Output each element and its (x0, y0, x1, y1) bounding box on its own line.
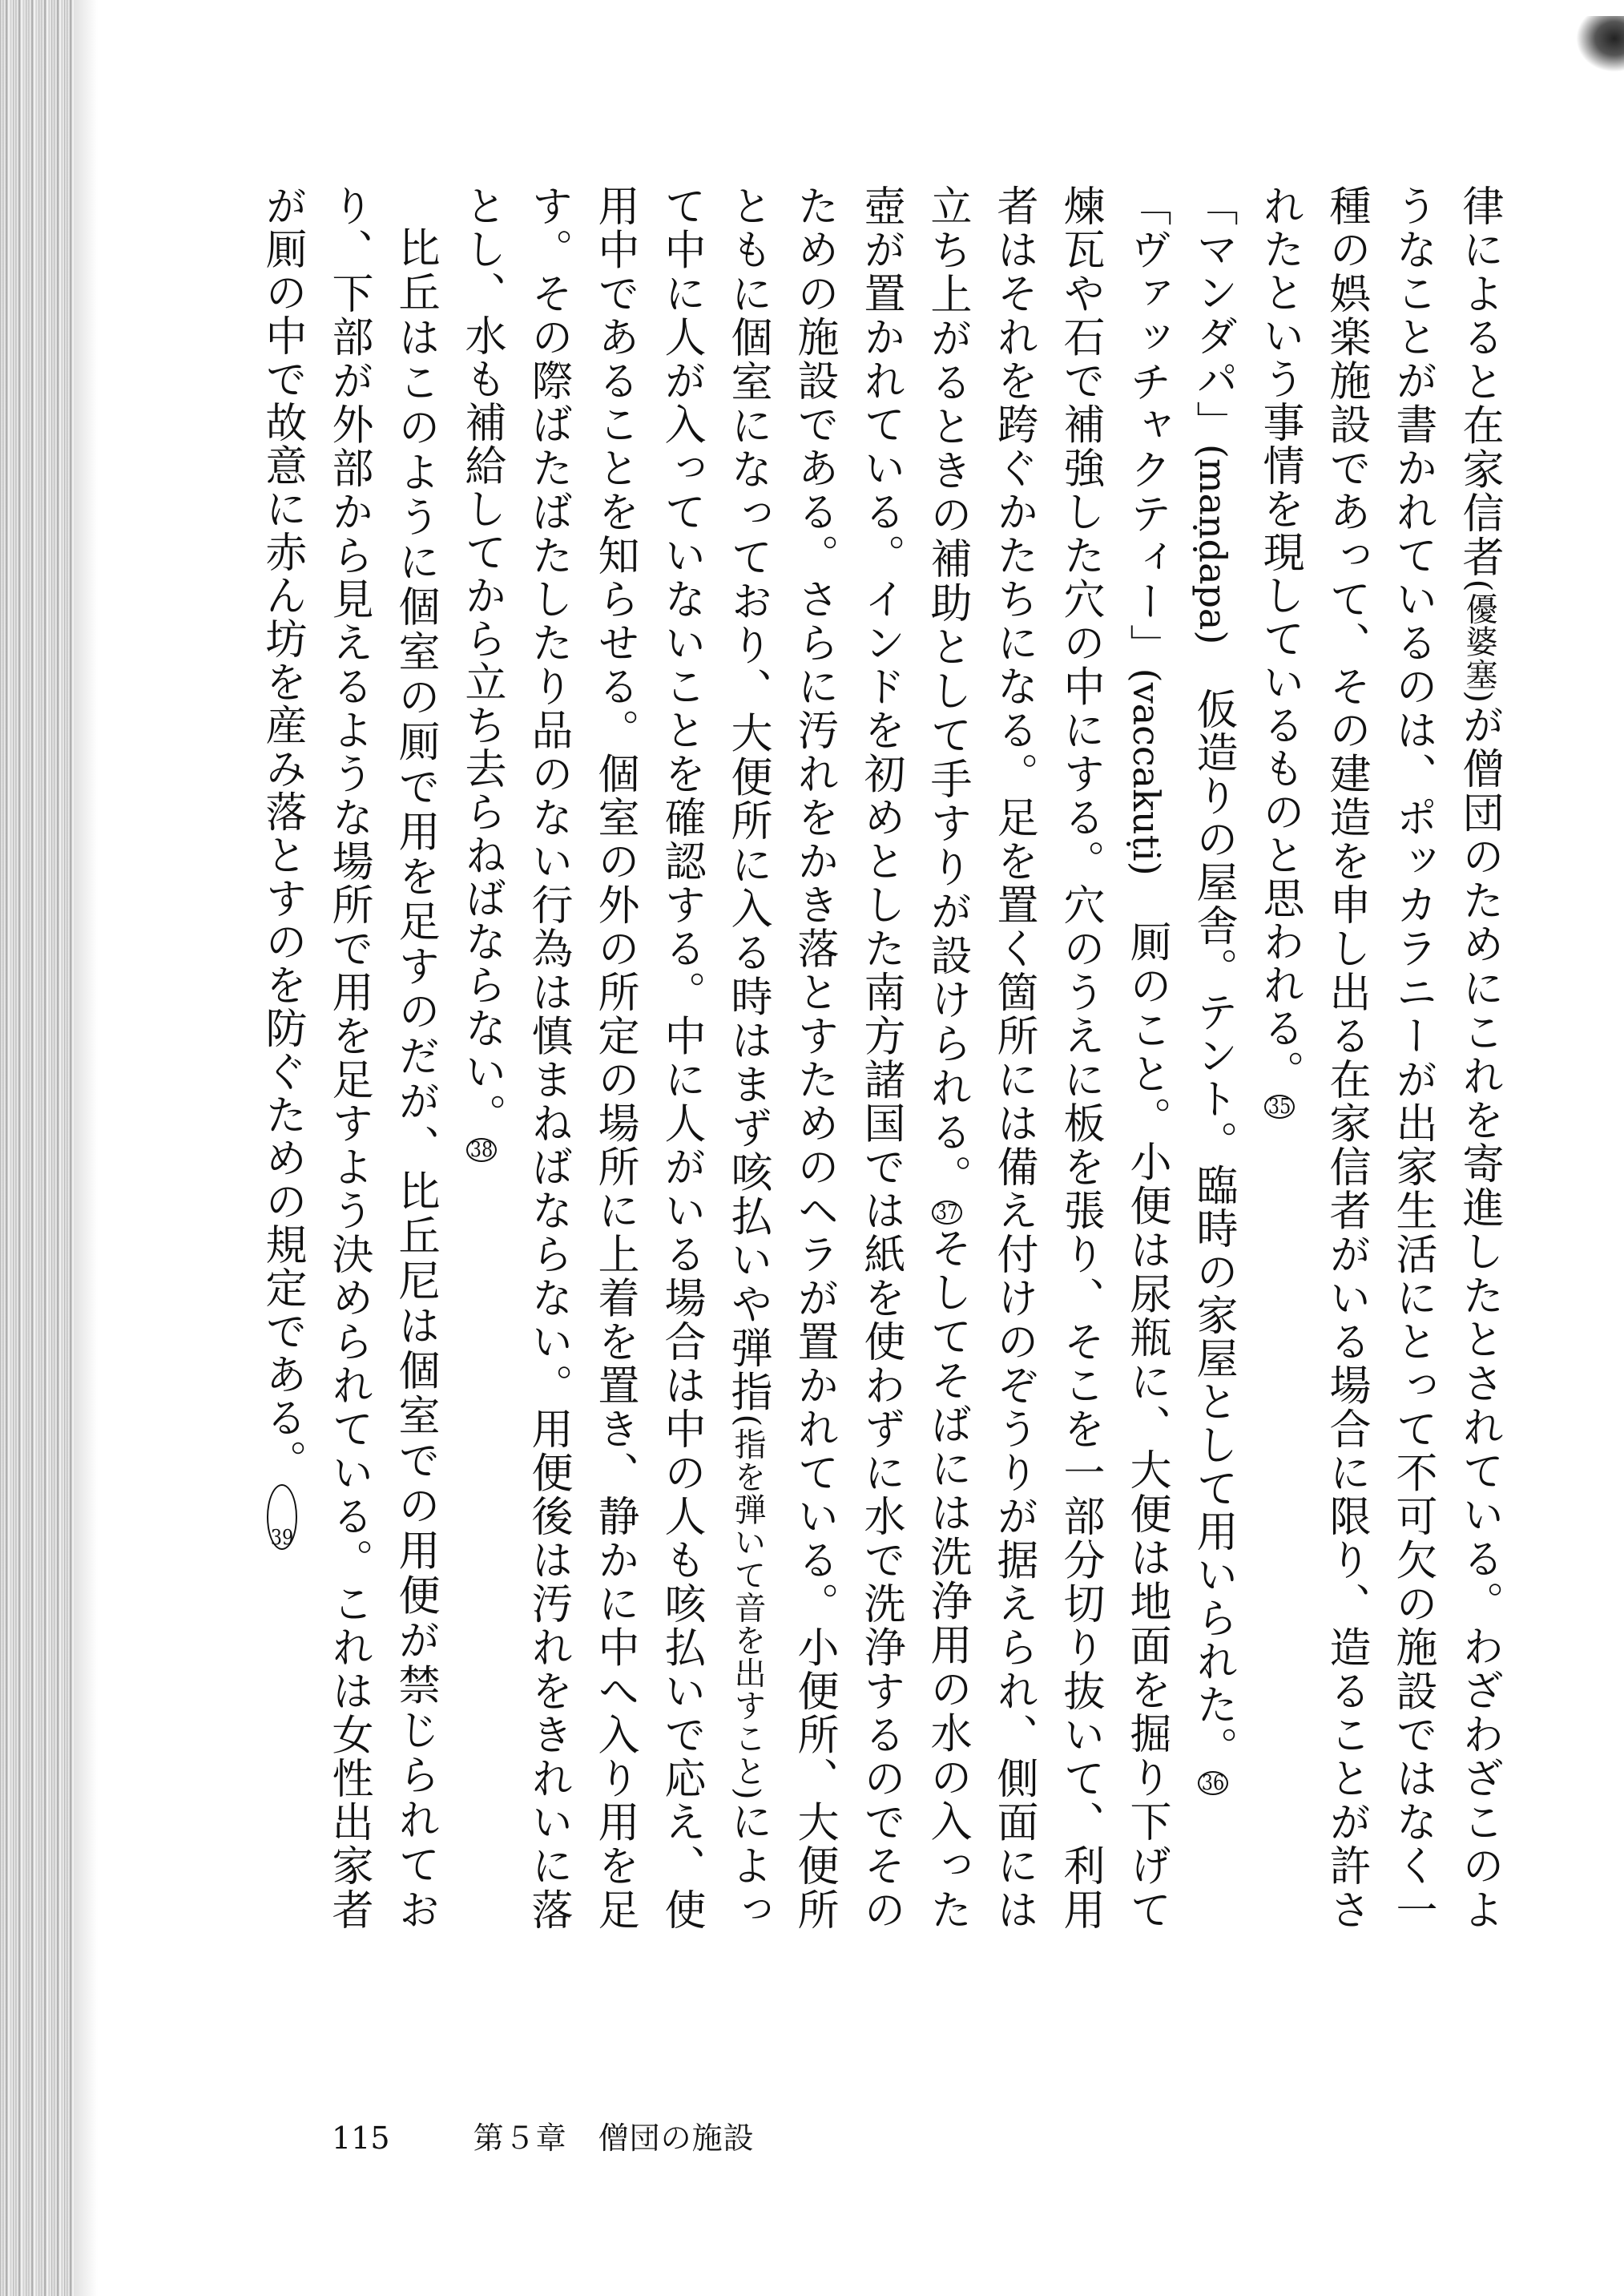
romanized-term: (vaccakuṭi) (1125, 668, 1168, 876)
scan-edge-shadow (74, 0, 98, 2296)
text-run: 律によると在家信者 (1455, 184, 1503, 579)
page-number: 115 (332, 2120, 390, 2156)
paragraph-3 (448, 184, 1179, 1931)
scan-binding-edge (0, 0, 74, 2296)
footnote-ref: 37 (932, 1200, 962, 1225)
footnote-ref: 35 (1264, 1095, 1295, 1119)
parenthetical: (優婆塞) (1461, 579, 1497, 703)
scan-corner-mark (1576, 16, 1624, 72)
paragraph-1 (1246, 184, 1512, 1931)
text-run: 仮造りの屋舎。テント。臨時の家屋として用いられた。 (1189, 644, 1237, 1770)
body-text (198, 184, 1512, 1931)
text-run: によって中に人が入っていないことを確認する。中に人がいる場合は中の人も咳払いで応え、使用中であることを知らせる。個室の外の所定の場所に上着を置き、静かに中へ入り用を足す。その際ばたばたしたり品のない行為は慎まねばならない。用便後は汚れをきれいに落とし、水も補給してから立ち去らねばならない。 (457, 184, 772, 1932)
chapter-running-head: 第５章 僧団の施設 (473, 2120, 755, 2156)
footnote-ref: 38 (466, 1138, 497, 1162)
text-run: 比丘はこのように個室の厠で用を足すのだが、比丘尼は個室での用便が禁じられており、下部が外部から見えるような場所で用を足すよう決められている。これは女性出家者が厠の中で故意に赤ん坊を産み落とすのを防ぐための規定である。 (258, 184, 439, 1932)
footnote-ref: 36 (1198, 1771, 1228, 1795)
page-footer (332, 2113, 755, 2157)
footnote-ref: 39 (267, 1484, 297, 1550)
parenthetical: (指を弾いて音を出すこと) (729, 1414, 766, 1800)
text-run: 厠のこと。小便は尿瓶に、大便は地面を掘り下げて煉瓦や石で補強した穴の中にする。穴のうえに板を張り、そこを一部分切り抜いて、利用者はそれを跨ぐかたちになる。足を置く箇所には備え付けのぞうりが据えられ、側面には立ち上がるときの補助として手すりが設けられる。 (923, 184, 1171, 1932)
text-run: 「ヴァッチャクティー」 (1122, 184, 1171, 668)
text-run: 「マンダパ」 (1189, 184, 1237, 444)
paragraph-4 (248, 184, 448, 1931)
text-run: が僧団のためにこれを寄進したとされている。わざわざこのようなことが書かれているのは、ポッカラニーが出家生活にとって不可欠の施設ではなく一種の娯楽施設であって、その建造を申し出る在家信者がいる場合に限り、造ることが許されたという事情を現しているものと思われる。 (1255, 184, 1503, 1932)
romanized-term: (maṇḍapa) (1191, 444, 1235, 645)
paragraph-2 (1179, 184, 1246, 1931)
text-run: そしてそばには洗浄用の水の入った壺が置かれている。インドを初めとした南方諸国では紙を使わずに水で洗浄するのでそのための施設である。さらに汚れをかき落とすためのヘラが置かれている。小便所、大便所ともに個室になっており、大便所に入る時はまず咳払いや弾指 (723, 184, 971, 1932)
